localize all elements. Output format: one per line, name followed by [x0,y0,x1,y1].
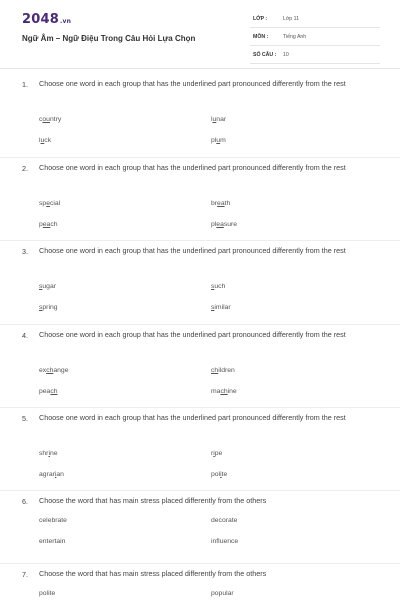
underlined-part: ea [216,221,224,228]
underlined-part: i [213,450,215,457]
answer-option[interactable]: agrarian [39,471,64,478]
answer-option[interactable]: country [39,116,62,123]
question-divider [0,407,400,408]
answer-option[interactable]: polite [39,590,56,597]
answer-option[interactable]: popular [211,590,234,597]
meta-row-subject [250,30,380,46]
logo-text: 2048 [22,12,59,27]
meta-label: LỚP : [253,16,268,22]
meta-value: Lớp 11 [283,16,299,22]
question-number: 2. [22,164,28,173]
answer-option[interactable]: celebrate [39,517,67,524]
underlined-part: ea [42,221,51,228]
underlined-part: ch [50,388,58,395]
answer-option[interactable]: polite [211,471,228,478]
underlined-part: i [54,471,57,478]
answer-option[interactable]: sugar [39,283,57,290]
document-meta [250,12,380,66]
answer-option[interactable]: peach [39,221,58,228]
underlined-part: s [211,283,215,290]
page-header [0,0,400,64]
answer-option[interactable]: entertain [39,538,66,545]
question-text: Choose one word in each group that has the underlined part pronounced differently from the rest [39,413,346,422]
meta-row-class [250,12,380,28]
question-divider [0,563,400,564]
underlined-part: s [39,283,43,290]
underlined-part: ch [220,388,228,395]
answer-option[interactable]: lunar [211,116,227,123]
logo-suffix: .vn [59,18,72,25]
question-number: 4. [22,331,28,340]
question-text: Choose the word that has main stress placed differently from the others [39,569,267,578]
answer-option[interactable]: machine [211,388,237,395]
document-title: Ngữ Âm – Ngữ Điệu Trong Câu Hỏi Lựa Chọn [22,34,196,43]
underlined-part: ou [42,116,50,123]
underlined-part: i [48,450,50,457]
question-divider [0,324,400,325]
answer-option[interactable]: spring [39,304,58,311]
underlined-part: u [40,137,45,144]
question-number: 3. [22,247,28,256]
underlined-part: ch [46,367,54,374]
question-number: 6. [22,497,28,506]
meta-value: Tiếng Anh [283,34,307,40]
underlined-part: ch [211,367,219,374]
question-number: 7. [22,570,28,579]
header-divider [0,68,400,69]
answer-option[interactable]: decorate [211,517,238,524]
answer-option[interactable]: shrine [39,450,58,457]
underlined-part: s [211,304,215,311]
underlined-part: u [212,116,217,123]
answer-option[interactable]: ripe [211,450,223,457]
answer-option[interactable]: pleasure [211,221,238,228]
question-divider [0,490,400,491]
answer-option[interactable]: plum [211,137,226,144]
underlined-part: u [216,137,221,144]
question-text: Choose the word that has main stress placed differently from the others [39,496,267,505]
question-text: Choose one word in each group that has the underlined part pronounced differently from the rest [39,246,346,255]
underlined-part: i [220,471,222,478]
question-text: Choose one word in each group that has the underlined part pronounced differently from the rest [39,79,346,88]
question-number: 1. [22,80,28,89]
question-text: Choose one word in each group that has the underlined part pronounced differently from the rest [39,163,346,172]
answer-option[interactable]: similar [211,304,231,311]
meta-row-count [250,48,380,64]
underlined-part: ea [217,200,225,207]
answer-option[interactable]: such [211,283,226,290]
answer-option[interactable]: children [211,367,235,374]
question-divider [0,240,400,241]
meta-value: 10 [283,52,289,58]
meta-label: SỐ CÂU : [253,52,277,58]
answer-option[interactable]: influence [211,538,239,545]
answer-option[interactable]: special [39,200,61,207]
answer-option[interactable]: peach [39,388,58,395]
site-logo[interactable] [22,12,71,27]
question-number: 5. [22,414,28,423]
answer-option[interactable]: exchange [39,367,69,374]
underlined-part: s [39,304,43,311]
answer-option[interactable]: luck [39,137,52,144]
meta-label: MÔN : [253,34,269,40]
answer-option[interactable]: breath [211,200,231,207]
question-divider [0,157,400,158]
question-text: Choose one word in each group that has the underlined part pronounced differently from the rest [39,330,346,339]
underlined-part: e [46,200,50,207]
